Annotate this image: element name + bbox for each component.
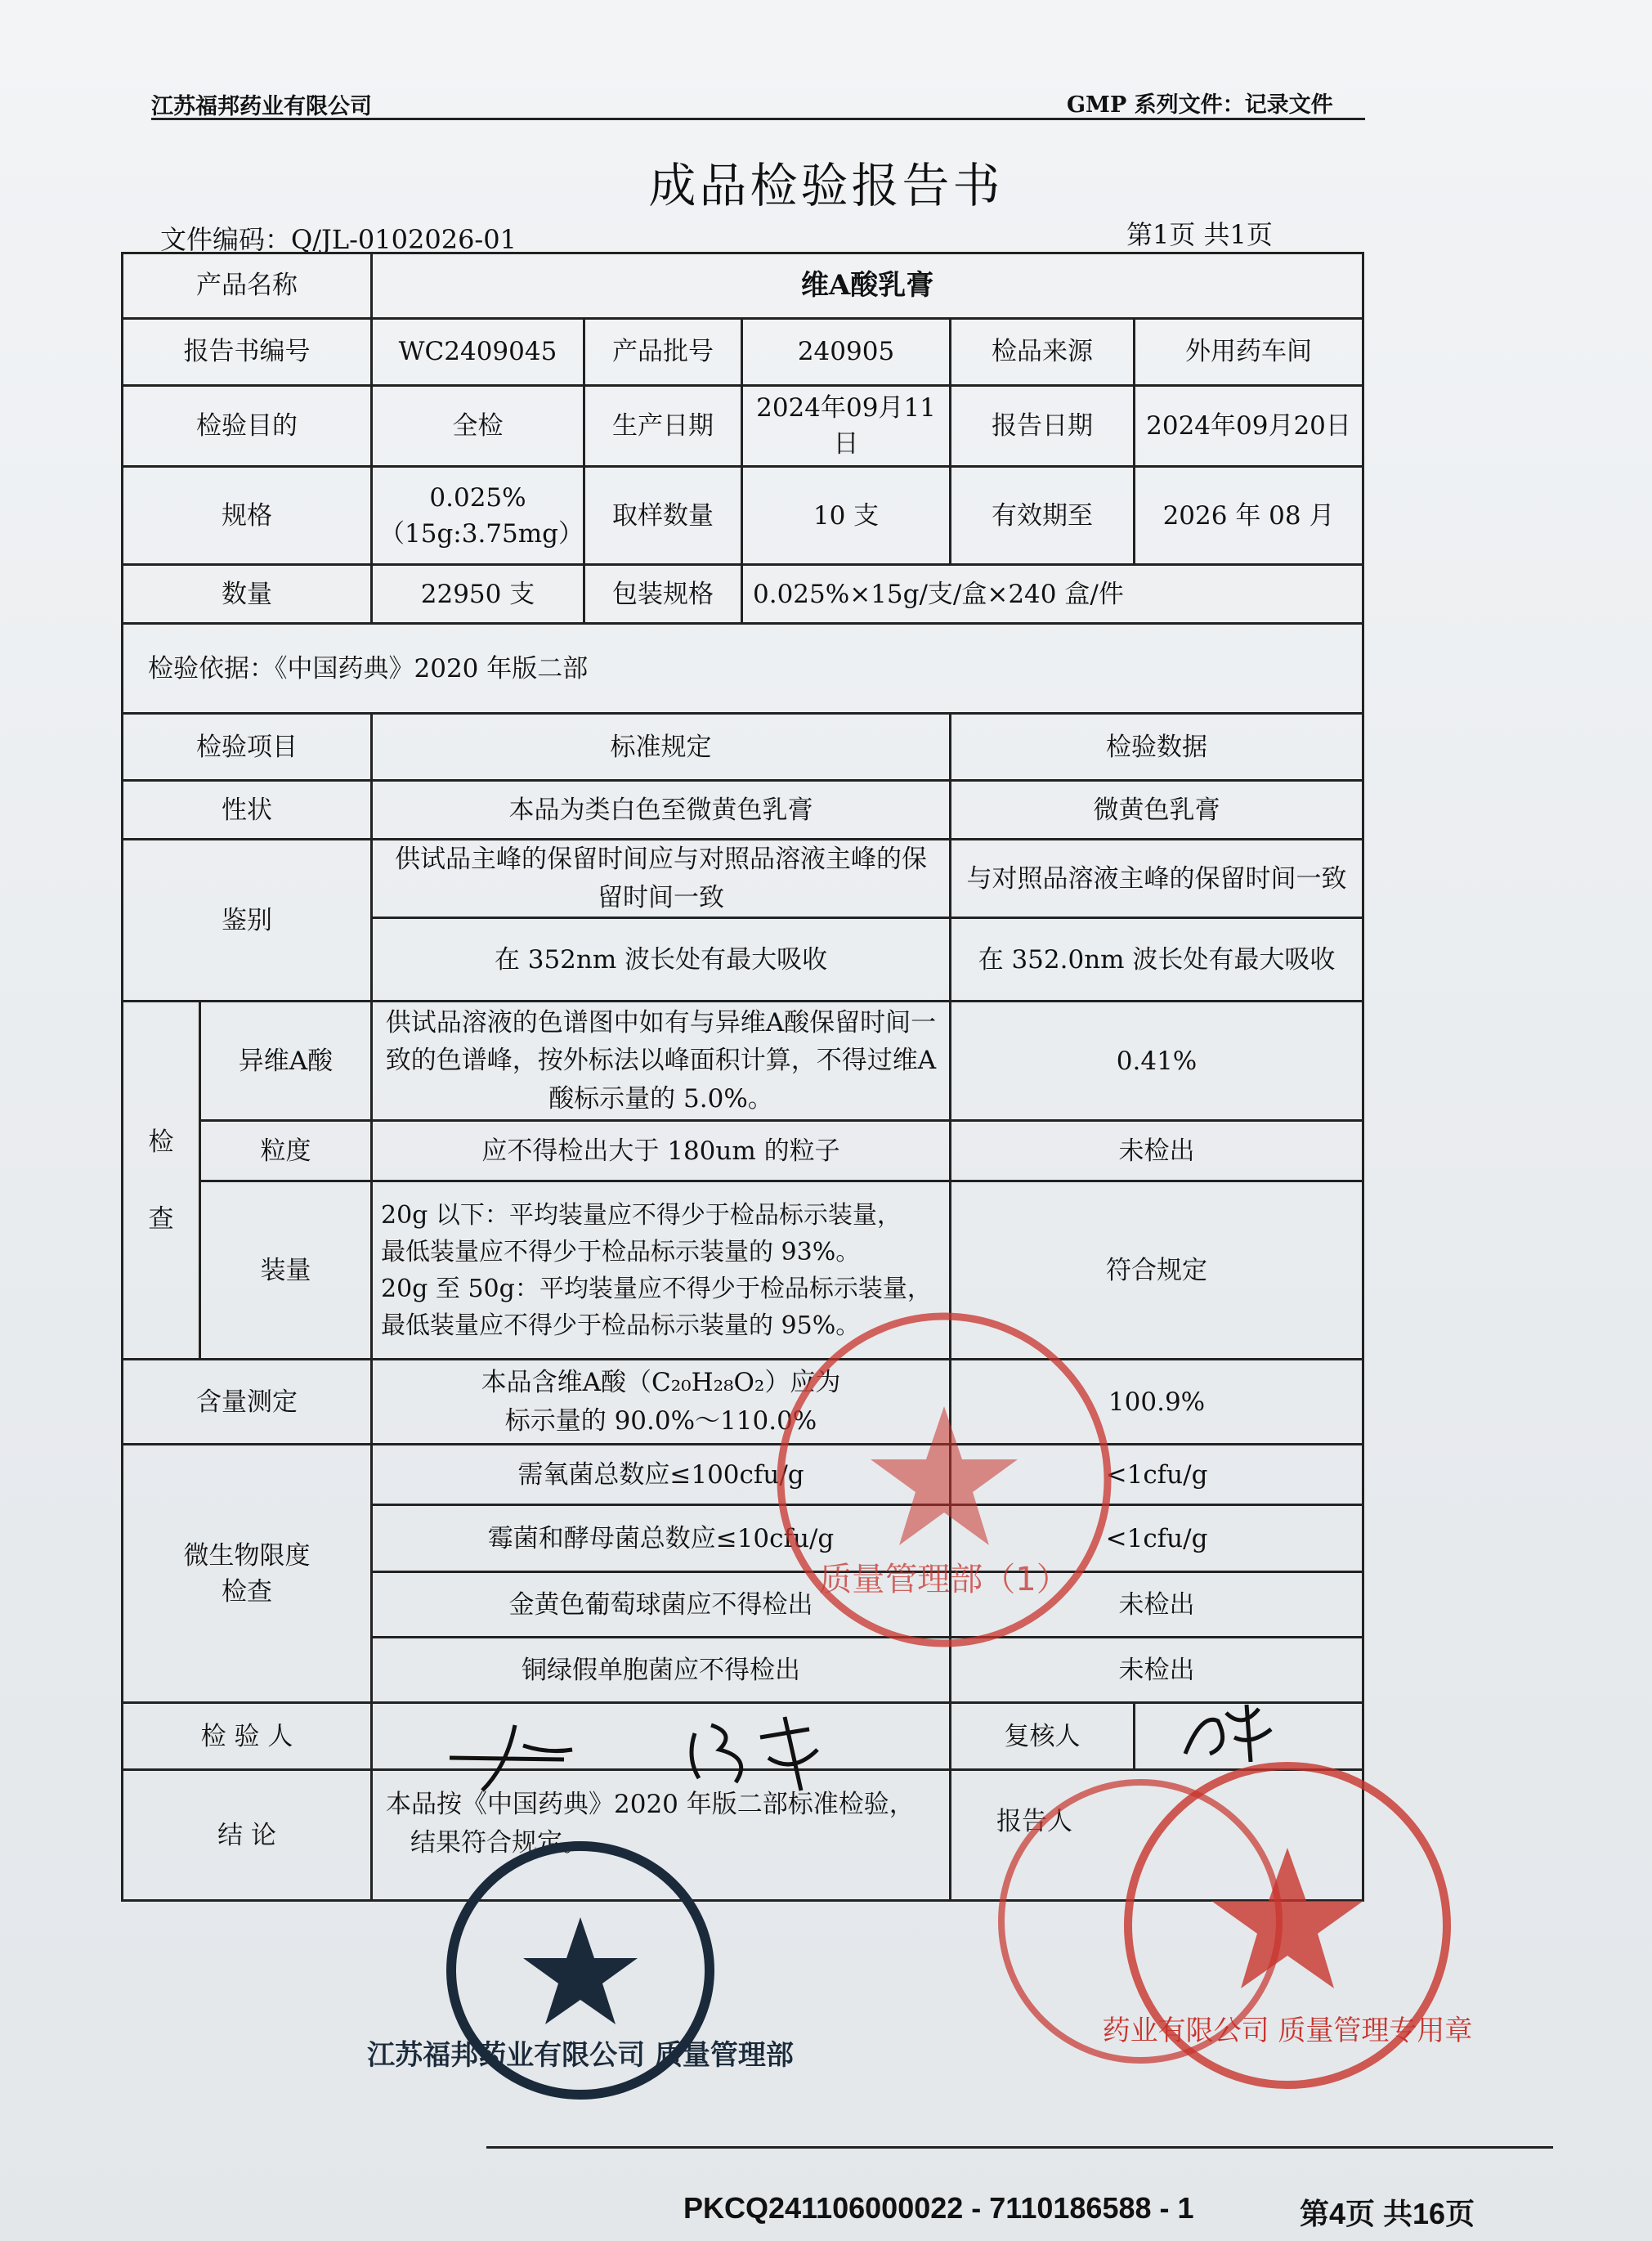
page-info: 第1页 共1页 — [1126, 219, 1273, 250]
page-title: 成品检验报告书 — [648, 158, 1004, 213]
col-standard: 标准规定 — [372, 714, 951, 781]
fill-std-4: 最低装量应不得少于检品标示装量的 95%。 — [381, 1311, 861, 1340]
inspector-signature — [425, 1701, 850, 1799]
micro1-res: <1cfu/g — [951, 1445, 1363, 1505]
ident1-std: 供试品主峰的保留时间应与对照品溶液主峰的保留时间一致 — [372, 840, 951, 918]
batch-no-label: 产品批号 — [584, 319, 742, 386]
batch-no: 240905 — [742, 319, 951, 386]
ident-label: 鉴别 — [123, 840, 372, 1002]
spec-label: 规格 — [123, 467, 372, 565]
micro2-res: <1cfu/g — [951, 1505, 1363, 1572]
product-name-label: 产品名称 — [123, 253, 372, 319]
ident1-res: 与对照品溶液主峰的保留时间一致 — [951, 840, 1363, 918]
check-label-1: 检 — [148, 1127, 174, 1157]
micro3-res: 未检出 — [951, 1572, 1363, 1638]
spec-line-2: （15g:3.75mg） — [379, 518, 584, 549]
iso-std: 供试品溶液的色谱图中如有与异维A酸保留时间一致的色谱峰，按外标法以峰面积计算，不得过维A酸标示量的 5.0%。 — [372, 1002, 951, 1121]
appearance-label: 性状 — [123, 781, 372, 840]
particle-res: 未检出 — [951, 1121, 1363, 1181]
appearance-std: 本品为类白色至微黄色乳膏 — [372, 781, 951, 840]
ident2-std: 在 352nm 波长处有最大吸收 — [372, 918, 951, 1002]
source: 外用药车间 — [1135, 319, 1363, 386]
package: 0.025%×15g/支/盒×240 盒/件 — [742, 565, 1363, 624]
red-stamp-qa — [772, 1308, 1116, 1652]
appearance-res: 微黄色乳膏 — [951, 781, 1363, 840]
source-label: 检品来源 — [951, 319, 1135, 386]
micro1-std: 需氧菌总数应≤100cfu/g — [372, 1445, 951, 1505]
report-table — [121, 252, 1364, 1902]
purpose: 全检 — [372, 386, 584, 467]
bottom-rule — [486, 2146, 1553, 2149]
fill-res: 符合规定 — [951, 1181, 1363, 1360]
report-no-label: 报告书编号 — [123, 319, 372, 386]
spec-line-1: 0.025% — [429, 482, 526, 513]
package-label: 包装规格 — [584, 565, 742, 624]
fill-std-2: 最低装量应不得少于检品标示装量的 93%。 — [381, 1237, 861, 1266]
sample-qty: 10 支 — [742, 467, 951, 565]
micro-label-2: 检查 — [222, 1576, 272, 1607]
fill-label: 装量 — [200, 1181, 372, 1360]
assay-label: 含量测定 — [123, 1360, 372, 1445]
assay-std-2: 标示量的 90.0%～110.0% — [504, 1405, 817, 1436]
spec — [372, 467, 584, 565]
prod-date: 2024年09月11日 — [742, 386, 951, 467]
prod-date-label: 生产日期 — [584, 386, 742, 467]
basis: 检验依据：《中国药典》2020 年版二部 — [123, 624, 1363, 714]
expiry: 2026 年 08 月 — [1135, 467, 1363, 565]
report-date: 2024年09月20日 — [1135, 386, 1363, 467]
check-label — [123, 1002, 200, 1360]
footer-code: PKCQ241106000022 - 7110186588 - 1 — [683, 2191, 1194, 2225]
micro4-std: 铜绿假单胞菌应不得检出 — [372, 1638, 951, 1703]
assay-res: 100.9% — [951, 1360, 1363, 1445]
qty: 22950 支 — [372, 565, 584, 624]
col-item: 检验项目 — [123, 714, 372, 781]
reviewer-label: 复核人 — [951, 1703, 1135, 1770]
iso-label: 异维A酸 — [200, 1002, 372, 1121]
conclusion-line-1: 本品按《中国药典》2020 年版二部标准检验， — [386, 1790, 915, 1820]
iso-res: 0.41% — [951, 1002, 1363, 1121]
red-stamp-quality-seal — [1102, 1758, 1473, 2093]
purpose-label: 检验目的 — [123, 386, 372, 467]
micro-label — [123, 1445, 372, 1703]
red-stamp-right-text: 药业有限公司 质量管理专用章 — [1102, 2015, 1473, 2047]
ident2-res: 在 352.0nm 波长处有最大吸收 — [951, 918, 1363, 1002]
conclusion-label: 结 论 — [123, 1770, 372, 1901]
reporter-label: 报告人 — [996, 1807, 1072, 1837]
col-data: 检验数据 — [951, 714, 1363, 781]
footer-page: 第4页 共16页 — [1300, 2197, 1475, 2230]
doc-series: GMP 系列文件：记录文件 — [1067, 92, 1333, 118]
check-label-2: 查 — [148, 1203, 174, 1234]
red-stamp-qa-text: 质量管理部（1） — [819, 1561, 1069, 1598]
particle-label: 粒度 — [200, 1121, 372, 1181]
product-name: 维A酸乳膏 — [372, 253, 1363, 319]
conclusion-line-2: 结果符合规定。 — [410, 1827, 588, 1858]
expiry-label: 有效期至 — [951, 467, 1135, 565]
micro2-std: 霉菌和酵母菌总数应≤10cfu/g — [372, 1505, 951, 1572]
report-no: WC2409045 — [372, 319, 584, 386]
micro3-std: 金黄色葡萄球菌应不得检出 — [372, 1572, 951, 1638]
assay-std-1: 本品含维A酸（C₂₀H₂₈O₂）应为 — [481, 1368, 841, 1398]
report-date-label: 报告日期 — [951, 386, 1135, 467]
particle-std: 应不得检出大于 180um 的粒子 — [372, 1121, 951, 1181]
sample-qty-label: 取样数量 — [584, 467, 742, 565]
qty-label: 数量 — [123, 565, 372, 624]
micro4-res: 未检出 — [951, 1638, 1363, 1703]
file-number: 文件编码：Q/JL-0102026-01 — [160, 224, 517, 255]
micro-label-1: 微生物限度 — [183, 1540, 311, 1571]
blue-stamp-text: 江苏福邦药业有限公司 质量管理部 — [367, 2039, 794, 2072]
fill-std-3: 20g 至 50g：平均装量应不得少于检品标示装量， — [381, 1274, 932, 1303]
fill-std-1: 20g 以下：平均装量应不得少于检品标示装量， — [381, 1200, 902, 1230]
inspector-label: 检 验 人 — [123, 1703, 372, 1770]
header-rule — [151, 118, 1365, 120]
company-name: 江苏福邦药业有限公司 — [151, 94, 372, 119]
